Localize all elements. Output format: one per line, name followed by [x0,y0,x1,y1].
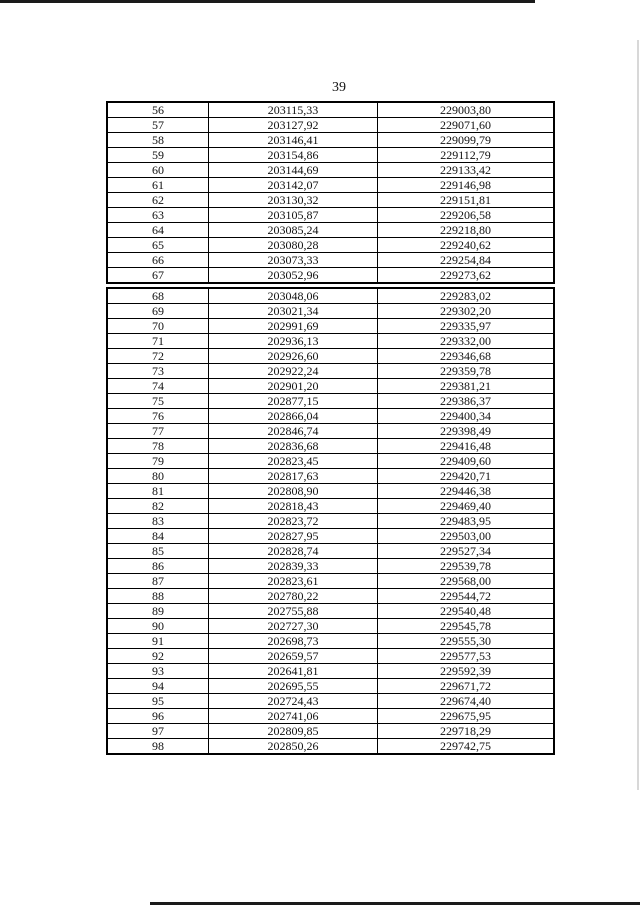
x-coordinate-cell: 202780,22 [209,589,378,604]
y-coordinate-cell: 229568,00 [378,574,554,589]
point-number-cell: 75 [108,394,209,409]
y-coordinate-cell: 229398,49 [378,424,554,439]
point-number-cell: 70 [108,319,209,334]
y-coordinate-cell: 229003,80 [378,103,554,118]
y-coordinate-cell: 229332,00 [378,334,554,349]
table-row [108,424,553,439]
y-coordinate-cell: 229469,40 [378,499,554,514]
x-coordinate-cell: 202808,90 [209,484,378,499]
table-row [108,604,553,619]
x-coordinate-cell: 202818,43 [209,499,378,514]
point-number-cell: 93 [108,664,209,679]
point-number-cell: 89 [108,604,209,619]
x-coordinate-cell: 202641,81 [209,664,378,679]
x-coordinate-cell: 202809,85 [209,724,378,739]
scan-border-top [0,0,535,3]
table-row [108,589,553,604]
x-coordinate-cell: 202695,55 [209,679,378,694]
point-number-cell: 79 [108,454,209,469]
point-number-cell: 86 [108,559,209,574]
table-row [108,454,553,469]
table-row [108,349,553,364]
y-coordinate-cell: 229254,84 [378,253,554,268]
table-row [108,319,553,334]
x-coordinate-cell: 202850,26 [209,739,378,754]
table-row [108,289,553,304]
page-number: 39 [332,80,346,95]
x-coordinate-cell: 203142,07 [209,178,378,193]
y-coordinate-cell: 229283,02 [378,289,554,304]
point-number-cell: 81 [108,484,209,499]
x-coordinate-cell: 202823,72 [209,514,378,529]
point-number-cell: 63 [108,208,209,223]
y-coordinate-cell: 229540,48 [378,604,554,619]
y-coordinate-cell: 229386,37 [378,394,554,409]
y-coordinate-cell: 229545,78 [378,619,554,634]
table-row [108,133,553,148]
point-number-cell: 95 [108,694,209,709]
x-coordinate-cell: 202727,30 [209,619,378,634]
table-row [108,559,553,574]
table-row [108,163,553,178]
y-coordinate-cell: 229346,68 [378,349,554,364]
coordinates-table-part-1 [106,101,555,284]
y-coordinate-cell: 229592,39 [378,664,554,679]
x-coordinate-cell: 202827,95 [209,529,378,544]
x-coordinate-cell: 203048,06 [209,289,378,304]
y-coordinate-cell: 229302,20 [378,304,554,319]
x-coordinate-cell: 202922,24 [209,364,378,379]
y-coordinate-cell: 229446,38 [378,484,554,499]
table-row [108,379,553,394]
x-coordinate-cell: 202991,69 [209,319,378,334]
x-coordinate-cell: 203144,69 [209,163,378,178]
point-number-cell: 80 [108,469,209,484]
x-coordinate-cell: 203127,92 [209,118,378,133]
table-row [108,574,553,589]
table-row [108,634,553,649]
x-coordinate-cell: 203052,96 [209,268,378,283]
x-coordinate-cell: 203105,87 [209,208,378,223]
y-coordinate-cell: 229577,53 [378,649,554,664]
point-number-cell: 62 [108,193,209,208]
coordinates-table-body [108,103,553,282]
y-coordinate-cell: 229675,95 [378,709,554,724]
y-coordinate-cell: 229099,79 [378,133,554,148]
table-row [108,499,553,514]
point-number-cell: 92 [108,649,209,664]
point-number-cell: 69 [108,304,209,319]
point-number-cell: 61 [108,178,209,193]
table-row [108,724,553,739]
point-number-cell: 98 [108,739,209,754]
y-coordinate-cell: 229335,97 [378,319,554,334]
x-coordinate-cell: 203085,24 [209,223,378,238]
table-row [108,544,553,559]
x-coordinate-cell: 202698,73 [209,634,378,649]
y-coordinate-cell: 229503,00 [378,529,554,544]
x-coordinate-cell: 202828,74 [209,544,378,559]
x-coordinate-cell: 202823,45 [209,454,378,469]
table-row [108,148,553,163]
table-row [108,223,553,238]
point-number-cell: 67 [108,268,209,283]
y-coordinate-cell: 229133,42 [378,163,554,178]
table-row [108,268,553,283]
table-row [108,409,553,424]
point-number-cell: 65 [108,238,209,253]
coordinates-table-part-2 [106,287,555,755]
x-coordinate-cell: 202817,63 [209,469,378,484]
point-number-cell: 73 [108,364,209,379]
table-row [108,178,553,193]
table-row [108,193,553,208]
y-coordinate-cell: 229527,34 [378,544,554,559]
y-coordinate-cell: 229420,71 [378,469,554,484]
point-number-cell: 88 [108,589,209,604]
table-row [108,238,553,253]
table-row [108,208,553,223]
point-number-cell: 84 [108,529,209,544]
table-row [108,529,553,544]
table-row [108,118,553,133]
y-coordinate-cell: 229071,60 [378,118,554,133]
point-number-cell: 90 [108,619,209,634]
x-coordinate-cell: 202724,43 [209,694,378,709]
point-number-cell: 74 [108,379,209,394]
y-coordinate-cell: 229539,78 [378,559,554,574]
point-number-cell: 78 [108,439,209,454]
x-coordinate-cell: 202741,06 [209,709,378,724]
x-coordinate-cell: 203021,34 [209,304,378,319]
y-coordinate-cell: 229206,58 [378,208,554,223]
table-row [108,394,553,409]
x-coordinate-cell: 202936,13 [209,334,378,349]
coordinates-table-body [108,289,553,753]
y-coordinate-cell: 229218,80 [378,223,554,238]
x-coordinate-cell: 202659,57 [209,649,378,664]
point-number-cell: 59 [108,148,209,163]
y-coordinate-cell: 229240,62 [378,238,554,253]
x-coordinate-cell: 202846,74 [209,424,378,439]
point-number-cell: 97 [108,724,209,739]
table-row [108,439,553,454]
y-coordinate-cell: 229718,29 [378,724,554,739]
table-row [108,514,553,529]
point-number-cell: 71 [108,334,209,349]
table-row [108,253,553,268]
table-row [108,469,553,484]
table-row [108,739,553,754]
table-row [108,304,553,319]
point-number-cell: 91 [108,634,209,649]
x-coordinate-cell: 203146,41 [209,133,378,148]
point-number-cell: 56 [108,103,209,118]
x-coordinate-cell: 203073,33 [209,253,378,268]
y-coordinate-cell: 229359,78 [378,364,554,379]
table-row [108,649,553,664]
y-coordinate-cell: 229151,81 [378,193,554,208]
table-row [108,709,553,724]
point-number-cell: 64 [108,223,209,238]
y-coordinate-cell: 229381,21 [378,379,554,394]
y-coordinate-cell: 229742,75 [378,739,554,754]
x-coordinate-cell: 202926,60 [209,349,378,364]
point-number-cell: 82 [108,499,209,514]
y-coordinate-cell: 229671,72 [378,679,554,694]
scan-edge-right [637,40,639,790]
x-coordinate-cell: 202836,68 [209,439,378,454]
x-coordinate-cell: 203080,28 [209,238,378,253]
x-coordinate-cell: 203130,32 [209,193,378,208]
table-row [108,664,553,679]
point-number-cell: 68 [108,289,209,304]
point-number-cell: 83 [108,514,209,529]
x-coordinate-cell: 203115,33 [209,103,378,118]
table-row [108,679,553,694]
point-number-cell: 96 [108,709,209,724]
y-coordinate-cell: 229146,98 [378,178,554,193]
y-coordinate-cell: 229416,48 [378,439,554,454]
point-number-cell: 72 [108,349,209,364]
y-coordinate-cell: 229409,60 [378,454,554,469]
table-row [108,619,553,634]
y-coordinate-cell: 229273,62 [378,268,554,283]
table-row [108,103,553,118]
point-number-cell: 66 [108,253,209,268]
table-row [108,694,553,709]
point-number-cell: 87 [108,574,209,589]
point-number-cell: 77 [108,424,209,439]
y-coordinate-cell: 229674,40 [378,694,554,709]
point-number-cell: 76 [108,409,209,424]
x-coordinate-cell: 202839,33 [209,559,378,574]
point-number-cell: 57 [108,118,209,133]
y-coordinate-cell: 229400,34 [378,409,554,424]
x-coordinate-cell: 202901,20 [209,379,378,394]
x-coordinate-cell: 202823,61 [209,574,378,589]
table-row [108,334,553,349]
x-coordinate-cell: 202755,88 [209,604,378,619]
point-number-cell: 60 [108,163,209,178]
y-coordinate-cell: 229544,72 [378,589,554,604]
x-coordinate-cell: 202866,04 [209,409,378,424]
x-coordinate-cell: 203154,86 [209,148,378,163]
y-coordinate-cell: 229112,79 [378,148,554,163]
x-coordinate-cell: 202877,15 [209,394,378,409]
y-coordinate-cell: 229555,30 [378,634,554,649]
point-number-cell: 85 [108,544,209,559]
point-number-cell: 58 [108,133,209,148]
y-coordinate-cell: 229483,95 [378,514,554,529]
point-number-cell: 94 [108,679,209,694]
table-row [108,484,553,499]
table-row [108,364,553,379]
